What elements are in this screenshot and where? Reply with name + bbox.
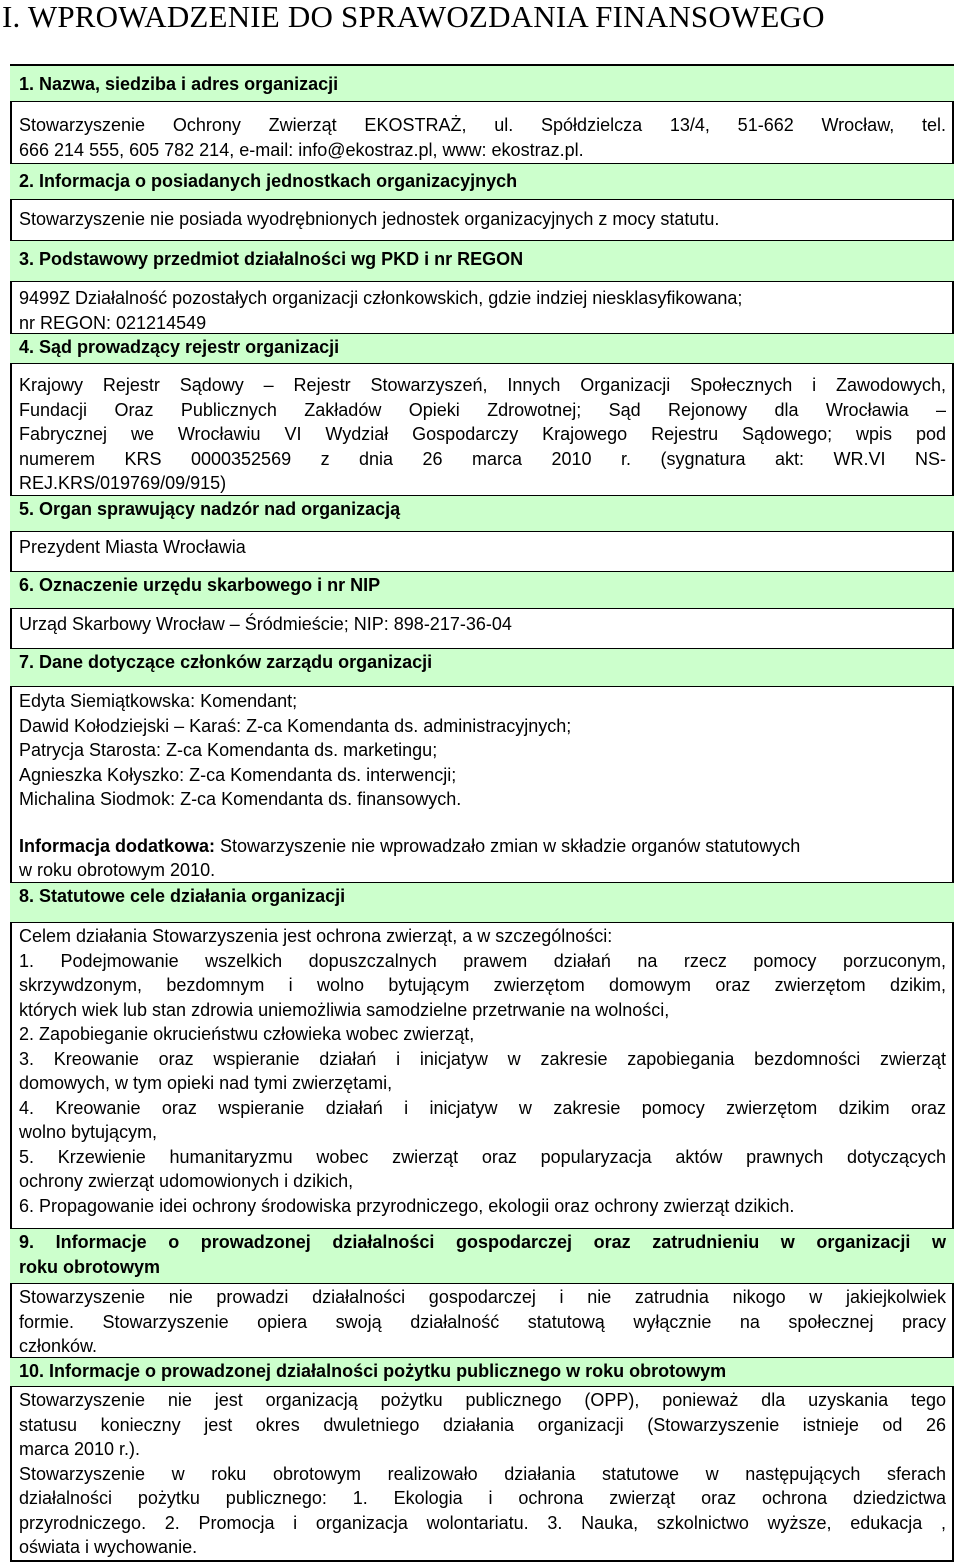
section-2-body: Stowarzyszenie nie posiada wyodrębnionych jednostek organizacyjnych z mocy statutu. xyxy=(10,199,954,240)
section-8-body: Celem działania Stowarzyszenia jest ochrona zwierząt, a w szczególności: 1. Podejmowanie wszelkich dopuszczalnych prawem działań na rzecz pomocy porzuconym, skrzywdzonym, bezdomnym i wolno bytującym zwierzętom domowym oraz zwierzętom dzikim, których wiek lub stan zdrowia uniemożliwia samodzielne przetrwanie na wolności, 2. Zapobieganie okrucieństwu człowieka wobec zwierząt, 3. Kreowanie oraz wspieranie działań i inicjatyw w zakresie zapobiegania bezdomności zwierząt domowych, w tym opieki nad tymi zwierzętami, 4. Kreowanie oraz wspieranie działań i inicjatyw w zakresie pomocy zwierzętom dzikim oraz wolno bytującym, 5. Krzewienie humanitaryzmu wobec zwierząt oraz popularyzacja aktów prawnych dotyczących ochrony zwierząt udomowionych i dzikich, 6. Propagowanie idei ochrony środowiska przyrodniczego, ekologii oraz ochrony zwierząt dzikich. xyxy=(10,922,954,1228)
section-8-heading: 8. Statutowe cele działania organizacji xyxy=(10,882,954,922)
section-3-body: 9499Z Działalność pozostałych organizacji członkowskich, gdzie indziej niesklasyfikowana; nr REGON: 021214549 xyxy=(10,281,954,333)
section-10-heading: 10. Informacje o prowadzonej działalności pożytku publicznego w roku obrotowym xyxy=(10,1357,954,1386)
additional-info: Informacja dodatkowa: Stowarzyszenie nie wprowadzało zmian w składzie organów statutowych xyxy=(19,835,801,856)
section-6-heading: 6. Oznaczenie urzędu skarbowego i nr NIP xyxy=(10,571,954,608)
section-7-heading: 7. Dane dotyczące członków zarządu organizacji xyxy=(10,648,954,686)
section-10-body: Stowarzyszenie nie jest organizacją pożytku publicznego (OPP), ponieważ dla uzyskania tego statusu konieczny jest okres dwuletniego działania organizacji (Stowarzyszenie istnieje od 26 marca 2010 r.). Stowarzyszenie w roku obrotowym realizowało działania statutowe w następujących sferach działalności pożytku publicznego: 1. Ekologia i ochrona zwierząt oraz ochrona dziedzictwa przyrodniczego. 2. Promocja i organizacja wolontariatu. 3. Nauka, szkolnictwo wyższe, edukacja , oświata i wychowanie. xyxy=(10,1386,954,1562)
section-6-body: Urząd Skarbowy Wrocław – Śródmieście; NIP: 898-217-36-04 xyxy=(10,608,954,648)
section-5-body: Prezydent Miasta Wrocławia xyxy=(10,531,954,571)
page-title: I. WPROWADZENIE DO SPRAWOZDANIA FINANSOWEGO xyxy=(2,0,825,34)
additional-info-label: Informacja dodatkowa: xyxy=(19,835,216,856)
section-5-heading: 5. Organ sprawujący nadzór nad organizacją xyxy=(10,495,954,531)
section-2-heading: 2. Informacja o posiadanych jednostkach organizacyjnych xyxy=(10,163,954,199)
section-1-heading: 1. Nazwa, siedziba i adres organizacji xyxy=(10,64,954,101)
section-9-heading: 9. Informacje o prowadzonej działalności gospodarczej oraz zatrudnieniu w organizacji w roku obrotowym xyxy=(10,1228,954,1283)
section-4-body: Krajowy Rejestr Sądowy – Rejestr Stowarzyszeń, Innych Organizacji Społecznych i Zawodowych, Fundacji Oraz Publicznych Zakładów Opieki Zdrowotnej; Sąd Rejonowy dla Wrocławia – Fabrycznej we Wrocławiu VI Wydział Gospodarczy Krajowego Rejestru Sądowego; wpis pod numerem KRS 0000352569 z dnia 26 marca 2010 r. (sygnatura akt: WR.VI NS- REJ.KRS/019769/09/915) xyxy=(10,363,954,495)
section-4-heading: 4. Sąd prowadzący rejestr organizacji xyxy=(10,333,954,363)
section-7-body: Edyta Siemiątkowska: Komendant; Dawid Kołodziejski – Karaś: Z-ca Komendanta ds. administracyjnych; Patrycja Starosta: Z-ca Komendanta ds. marketingu; Agnieszka Kołyszko: Z-ca Komendanta ds. interwencji; Michalina Siodmok: Z-ca Komendanta ds. finansowych. Informacja dodatkowa: Stowarzyszenie nie wprowadzało zmian w składzie organów statutowych w roku obrotowym 2010. xyxy=(10,686,954,882)
section-1-body: Stowarzyszenie Ochrony Zwierząt EKOSTRAŻ, ul. Spółdzielcza 13/4, 51-662 Wrocław, tel. 666 214 555, 605 782 214, e-mail: info@ekostraz.pl, www: ekostraz.pl. xyxy=(10,101,954,163)
section-9-body: Stowarzyszenie nie prowadzi działalności gospodarczej i nie zatrudnia nikogo w jakiejkolwiek formie. Stowarzyszenie opiera swoją działalność statutową wyłącznie na społecznej pracy członków. xyxy=(10,1283,954,1357)
section-3-heading: 3. Podstawowy przedmiot działalności wg PKD i nr REGON xyxy=(10,240,954,281)
